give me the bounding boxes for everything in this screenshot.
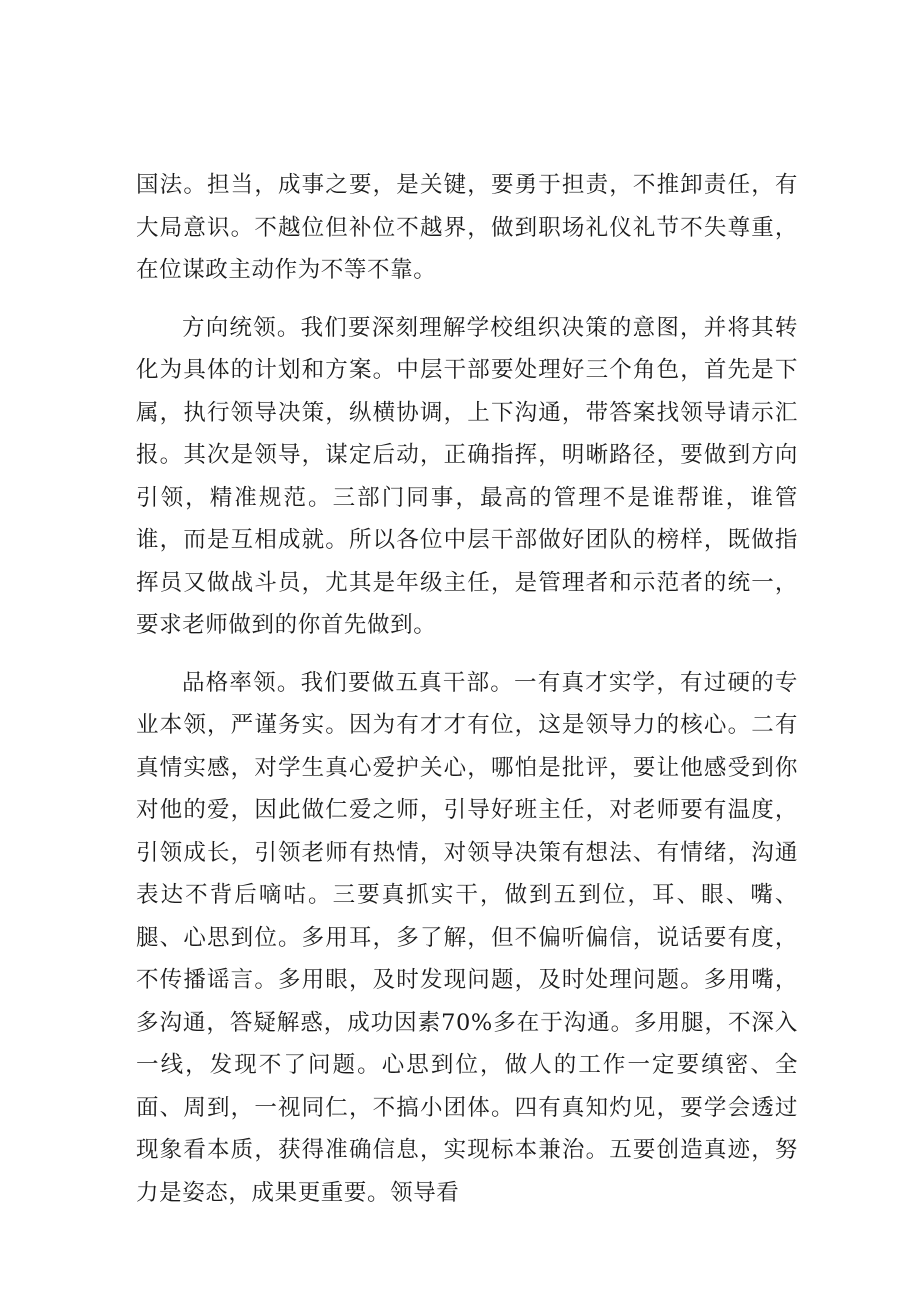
paragraph-direction-leadership: 方向统领。我们要深刻理解学校组织决策的意图，并将其转化为具体的计划和方案。中层干部要处理好三个角色，首先是下属，执行领导决策，纵横协调，上下沟通，带答案找领导请示汇报。其次是领导，谋定后动，正确指挥，明晰路径，要做到方向引领，精准规范。三部门同事，最高的管理不是谁帮谁，谁管谁，而是互相成就。所以各位中层干部做好团队的榜样，既做指挥员又做战斗员，尤其是年级主任，是管理者和示范者的统一，要求老师做到的你首先做到。 [136, 314, 798, 638]
document-body [136, 164, 798, 1214]
paragraph-continuation: 国法。担当，成事之要，是关键，要勇于担责，不推卸责任，有大局意识。不越位但补位不越界，做到职场礼仪礼节不失尊重，在位谋政主动作为不等不靠。 [136, 172, 798, 283]
paragraph-character-leadership: 品格率领。我们要做五真干部。一有真才实学，有过硬的专业本领，严谨务实。因为有才才有位，这是领导力的核心。二有真情实感，对学生真心爱护关心，哪怕是批评，要让他感受到你对他的爱，因此做仁爱之师，引导好班主任，对老师要有温度，引领成长，引领老师有热情，对领导决策有想法、有情绪，沟通表达不背后嘀咕。三要真抓实干，做到五到位，耳、眼、嘴、腿、心思到位。多用耳，多了解，但不偏听偏信，说话要有度，不传播谣言。多用眼，及时发现问题，及时处理问题。多用嘴，多沟通，答疑解惑，成功因素70%多在于沟通。多用腿，不深入一线，发现不了问题。心思到位，做人的工作一定要缜密、全面、周到，一视同仁，不搞小团体。四有真知灼见，要学会透过现象看本质，获得准确信息，实现标本兼治。五要创造真迹，努力是姿态，成果更重要。领导看 [136, 669, 798, 1206]
